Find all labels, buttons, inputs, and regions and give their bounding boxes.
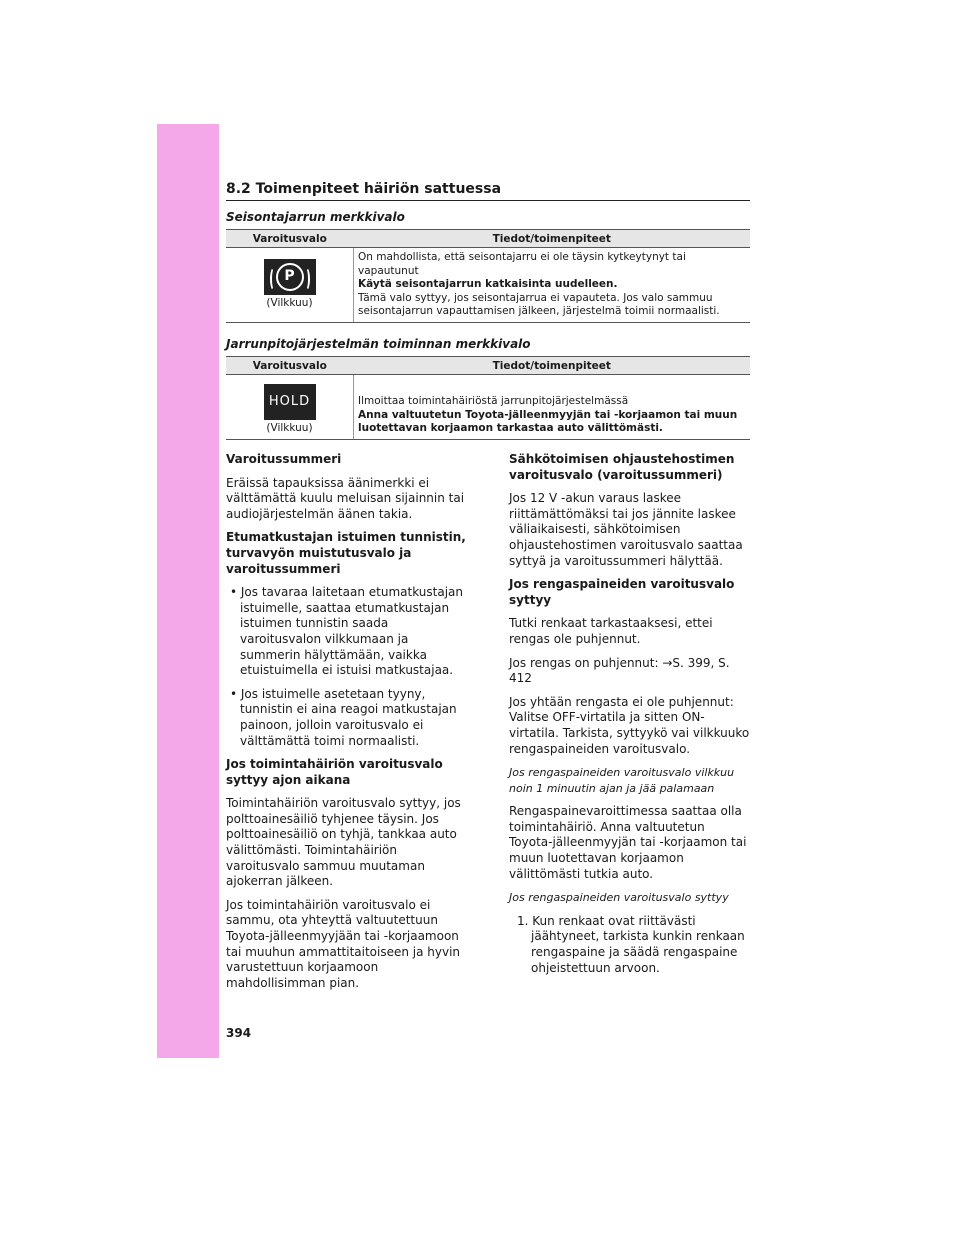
paragraph: Jos rengas on puhjennut: →S. 399, S. 412: [509, 655, 730, 686]
paragraph: Tutki renkaat tarkastaaksesi, ettei rengas ole puhjennut.: [509, 616, 713, 646]
icon-cell: [226, 248, 354, 323]
info-cell: [354, 248, 751, 323]
info-cell: [354, 375, 751, 440]
heading: Jos toimintahäiriön varoitusvalo syttyy ajon aikana: [226, 757, 443, 787]
section-header: [226, 178, 750, 201]
paragraph: Toimintahäiriön varoitusvalo syttyy, jos polttoainesäiliö tyhjenee täysin. Jos polttoainesäiliö on tyhjä, tankkaa auto välittömästi. Toimintahäiriön varoitusvalo sammuu muutaman ajokerran jälkeen.: [226, 796, 461, 889]
parking-brake-section-title: Seisontajarrun merkkivalo: [226, 210, 405, 224]
table-header-info: Tiedot/toimenpiteet: [354, 230, 751, 248]
page-side-band: [157, 124, 219, 1058]
parking-brake-table: [226, 229, 750, 323]
info-action: Anna valtuutetun Toyota-jälleenmyyjän tai -korjaamon tai muun luotettavan korjaamon tarkastaa auto välittömästi.: [358, 408, 738, 434]
list-item: • Jos tavaraa laitetaan etumatkustajan istuimelle, saattaa etumatkustajan istuimen tunnistin saada varoitusvalon vilkkumaan ja summerin hälyttämään, vaikka etuistuimella ei istuisi matkustajaa.: [230, 585, 463, 678]
brake-hold-table: [226, 356, 750, 440]
table-header-warning-light: Varoitusvalo: [226, 357, 354, 375]
hold-icon: HOLD: [264, 384, 316, 420]
heading: Etumatkustajan istuimen tunnistin, turvavyön muistutusvalo ja varoitussummeri: [226, 530, 466, 576]
page-number: 394: [226, 1026, 252, 1040]
table-row: [226, 375, 750, 440]
heading: Varoitussummeri: [226, 452, 342, 466]
paragraph: Jos yhtään rengasta ei ole puhjennut: Valitse OFF-virtatila ja sitten ON-virtatila. Tarkista, syttyykö vai vilkkuuko rengaspaineiden varoitusvalo.: [509, 694, 750, 756]
left-column: [226, 452, 466, 999]
list-item: 1. Kun renkaat ovat riittävästi jäähtyneet, tarkista kunkin renkaan rengaspaine ja säädä rengaspaine ohjeistettuun arvoon.: [517, 913, 745, 975]
info-line: On mahdollista, että seisontajarru ei ole täysin kytkeytynyt tai vapautunut: [358, 251, 686, 277]
parking-brake-letter: P: [276, 263, 304, 291]
right-column: [509, 452, 750, 984]
table-header-info: Tiedot/toimenpiteet: [354, 357, 751, 375]
parking-brake-icon: [264, 259, 316, 295]
icon-cell: [226, 375, 354, 440]
paragraph: Jos 12 V -akun varaus laskee riittämättömäksi tai jos jännite laskee väliaikaisesti, sähkötoimisen ohjaustehostimen varoitusvalo saattaa syttyä ja varoitussummeri hälyttää.: [509, 491, 743, 568]
heading: Jos rengaspaineiden varoitusvalo syttyy: [509, 577, 735, 607]
info-action: Käytä seisontajarrun katkaisinta uudelleen.: [358, 278, 618, 290]
list-item: • Jos istuimelle asetetaan tyyny, tunnistin ei aina reagoi matkustajan painoon, jolloin varoitusvalo ei välttämättä toimi normaalisti.: [230, 686, 457, 748]
paragraph: Eräissä tapauksissa äänimerkki ei välttämättä kuulu meluisan sijainnin tai audiojärjestelmän äänen takia.: [226, 475, 465, 521]
icon-caption: (Vilkkuu): [266, 422, 313, 434]
table-row: [226, 248, 750, 323]
info-line: Tämä valo syttyy, jos seisontajarrua ei vapauteta. Jos valo sammuu seisontajarrun vapauttamisen jälkeen, järjestelmä toimii normaalisti.: [358, 291, 720, 317]
paragraph: Rengaspainevaroittimessa saattaa olla toimintahäiriö. Anna valtuutetun Toyota-jälleenmyyjän tai -korjaamon tai muun luotettavan korjaamon välittömästi tutkia auto.: [509, 804, 747, 881]
info-line: Ilmoittaa toimintahäiriöstä jarrunpitojärjestelmässä: [358, 395, 629, 407]
icon-caption: (Vilkkuu): [266, 297, 313, 309]
brake-hold-section-title: Jarrunpitojärjestelmän toiminnan merkkivalo: [226, 337, 531, 351]
section-header-title: 8.2 Toimenpiteet häiriön sattuessa: [226, 181, 502, 197]
heading: Sähkötoimisen ohjaustehostimen varoitusvalo (varoitussummeri): [509, 452, 735, 482]
italic-subheading: Jos rengaspaineiden varoitusvalo vilkkuu noin 1 minuutin ajan ja jää palamaan: [509, 766, 735, 795]
paragraph: Jos toimintahäiriön varoitusvalo ei sammu, ota yhteyttä valtuutettuun Toyota-jälleenmyyjään tai -korjaamoon tai muuhun ammattitaitoiseen ja hyvin varustettuun korjaamoon mahdollisimman pian.: [226, 897, 461, 990]
table-header-warning-light: Varoitusvalo: [226, 230, 354, 248]
italic-subheading: Jos rengaspaineiden varoitusvalo syttyy: [509, 891, 729, 905]
